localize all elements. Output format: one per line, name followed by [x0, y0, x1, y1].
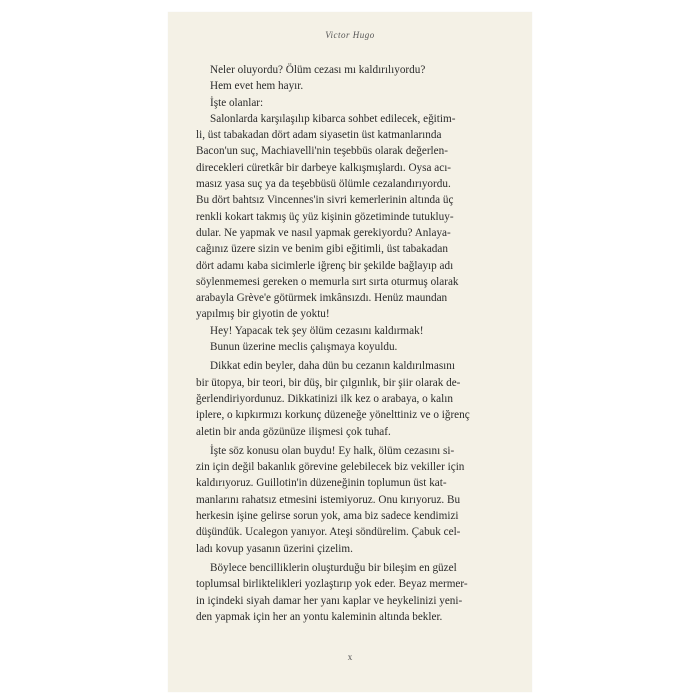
text-line: den yapmak için her an yontu kaleminin altında bekler. — [196, 610, 443, 623]
paragraph — [196, 111, 504, 323]
text-line: İşte söz konusu olan buydu! Ey halk, ölüm cezasını si- — [210, 444, 455, 457]
text-line: kaldırıyoruz. Guillotin'in düzeneğinin toplumun üst kat- — [196, 477, 447, 490]
text-line: Neler oluyordu? Ölüm cezası mı kaldırılıyordu? — [210, 64, 426, 76]
paragraph — [196, 78, 504, 94]
text-line: Salonlarda karşılaşılıp kibarca sohbet edilecek, eğitim- — [210, 112, 456, 125]
text-line: li, üst tabakadan dört adam siyasetin üst katmanlarında — [196, 129, 442, 142]
text-line: söylenmemesi gereken o memurla sırt sırta oturmuş olarak — [196, 275, 459, 288]
text-line: toplumsal birliktelikleri yozlaştırıp yok eder. Beyaz mermer- — [196, 578, 468, 591]
text-line: Hey! Yapacak tek şey ölüm cezasını kaldırmak! — [210, 324, 424, 337]
text-line: cağınız üzere sizin ve benim gibi eğitimli, üst tabakadan — [196, 243, 448, 256]
text-line: ğerlendiriyordunuz. Dikkatinizi ilk kez o arabaya, o kalın — [196, 392, 453, 405]
paragraph — [196, 62, 504, 78]
text-line: bir ütopya, bir teori, bir düş, bir çılgınlık, bir şiir olarak de- — [196, 376, 461, 389]
text-line: düşündük. Ucalegon yanıyor. Ateşi söndürelim. Çabuk cel- — [196, 526, 461, 539]
paragraph — [196, 560, 504, 625]
text-line: herkesin işine gelirse sorun yok, ama biz sadece kendimizi — [196, 510, 459, 523]
text-line: Bacon'un suç, Machiavelli'nin teşebbüs olarak değerlen- — [196, 145, 448, 158]
running-header: Victor Hugo — [325, 30, 375, 40]
text-line: Dikkat edin beyler, daha dün bu cezanın kaldırılmasını — [210, 360, 455, 373]
text-line: Böylece bencilliklerin oluşturduğu bir bileşim en güzel — [210, 561, 457, 574]
text-line: masız yasa suç ya da teşebbüsü ölümle cezalandırıyordu. — [196, 178, 451, 191]
book-page — [168, 12, 532, 692]
text-line: zin için değil bakanlık görevine gelebilecek biz vekiller için — [196, 461, 465, 474]
text-line: in içindeki siyah damar her yanı kaplar ve heykelinizi yeni- — [196, 594, 463, 607]
text-line: aletin bir anda gözünüze ilişmesi çok tuhaf. — [196, 425, 391, 438]
text-line: iplere, o kıpkırmızı korkunç düzeneğe yönelttiniz ve o iğrenç — [196, 409, 470, 422]
text-line: dört adamı kaba sicimlerle iğrenç bir şekilde bağlayıp adı — [196, 259, 454, 272]
text-line: Bunun üzerine meclis çalışmaya koyuldu. — [210, 341, 398, 354]
text-line: ladı kovup yasanın üzerini çizelim. — [196, 542, 353, 555]
paragraph — [196, 95, 504, 111]
text-line: Hem evet hem hayır. — [210, 80, 304, 93]
paragraph — [196, 443, 504, 557]
text-line: Bu dört bahtsız Vincennes'in sivri kemerlerinin altında üç — [196, 194, 454, 207]
page-body — [196, 62, 504, 625]
paragraph — [196, 358, 504, 439]
page-number: x — [347, 652, 353, 662]
text-line: dular. Ne yapmak ve nasıl yapmak gerekiyordu? Anlaya- — [196, 226, 451, 239]
text-line: renkli kokart takmış üç yüz kişinin gözetiminde tutukluy- — [196, 210, 454, 223]
text-line: yapılmış bir giyotin de yoktu! — [196, 308, 330, 321]
text-line: arabayla Grève'e götürmek imkânsızdı. Henüz maundan — [196, 292, 448, 305]
text-line: İşte olanlar: — [210, 96, 264, 109]
paragraph — [196, 323, 504, 339]
text-line: direcekleri cüretkâr bir darbeye kalkışmışlardı. Oysa acı- — [196, 161, 452, 174]
text-line: manlarını rahatsız etmesini istemiyoruz. Onu kırıyoruz. Bu — [196, 493, 461, 506]
paragraph — [196, 339, 504, 355]
